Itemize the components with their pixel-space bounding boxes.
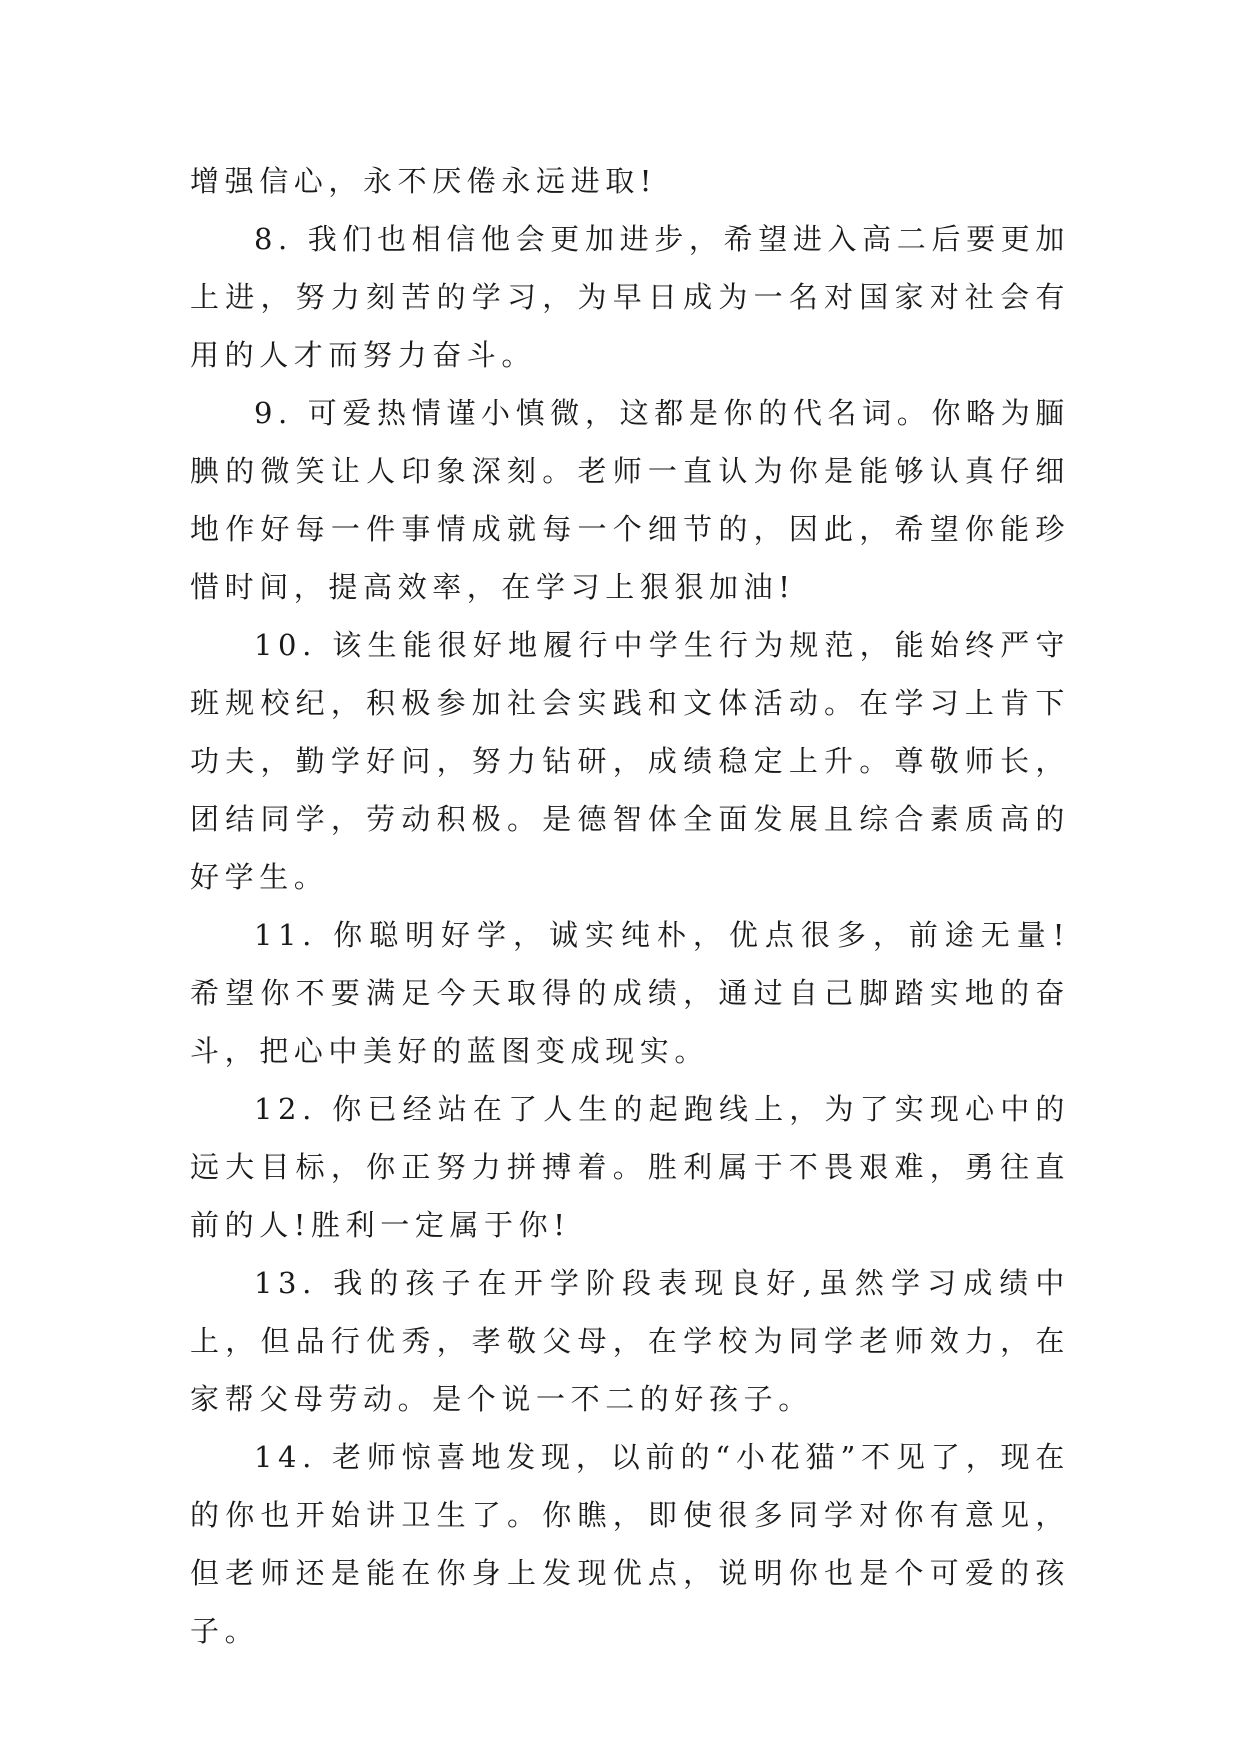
paragraph-continuation: 增强信心，永不厌倦永远进取! bbox=[190, 164, 658, 198]
paragraph-item-10: 10. 该生能很好地履行中学生行为规范，能始终严守班规校纪，积极参加社会实践和文体活动。在学习上肯下功夫，勤学好问，努力钻研，成绩稳定上升。尊敬师长，团结同学，劳动积极。是德智体全面发展且综合素质高的好学生。 bbox=[190, 628, 1070, 894]
paragraph-item-14: 14. 老师惊喜地发现，以前的“小花猫”不见了，现在的你也开始讲卫生了。你瞧，即使很多同学对你有意见，但老师还是能在你身上发现优点，说明你也是个可爱的孩子。 bbox=[190, 1440, 1070, 1648]
paragraph-item-12: 12. 你已经站在了人生的起跑线上，为了实现心中的远大目标，你正努力拼搏着。胜利属于不畏艰难，勇往直前的人!胜利一定属于你! bbox=[190, 1092, 1070, 1242]
document-body bbox=[190, 152, 1070, 1660]
paragraph-item-11: 11. 你聪明好学，诚实纯朴，优点很多，前途无量!希望你不要满足今天取得的成绩，通过自己脚踏实地的奋斗，把心中美好的蓝图变成现实。 bbox=[190, 918, 1070, 1068]
paragraph-item-8: 8. 我们也相信他会更加进步，希望进入高二后要更加上进，努力刻苦的学习，为早日成为一名对国家对社会有用的人才而努力奋斗。 bbox=[190, 222, 1070, 372]
paragraph-item-9: 9. 可爱热情谨小慎微，这都是你的代名词。你略为腼腆的微笑让人印象深刻。老师一直认为你是能够认真仔细地作好每一件事情成就每一个细节的，因此，希望你能珍惜时间，提高效率，在学习上狠狠加油! bbox=[190, 396, 1070, 604]
paragraph-item-13: 13. 我的孩子在开学阶段表现良好,虽然学习成绩中上，但品行优秀，孝敬父母，在学校为同学老师效力，在家帮父母劳动。是个说一不二的好孩子。 bbox=[190, 1266, 1070, 1416]
